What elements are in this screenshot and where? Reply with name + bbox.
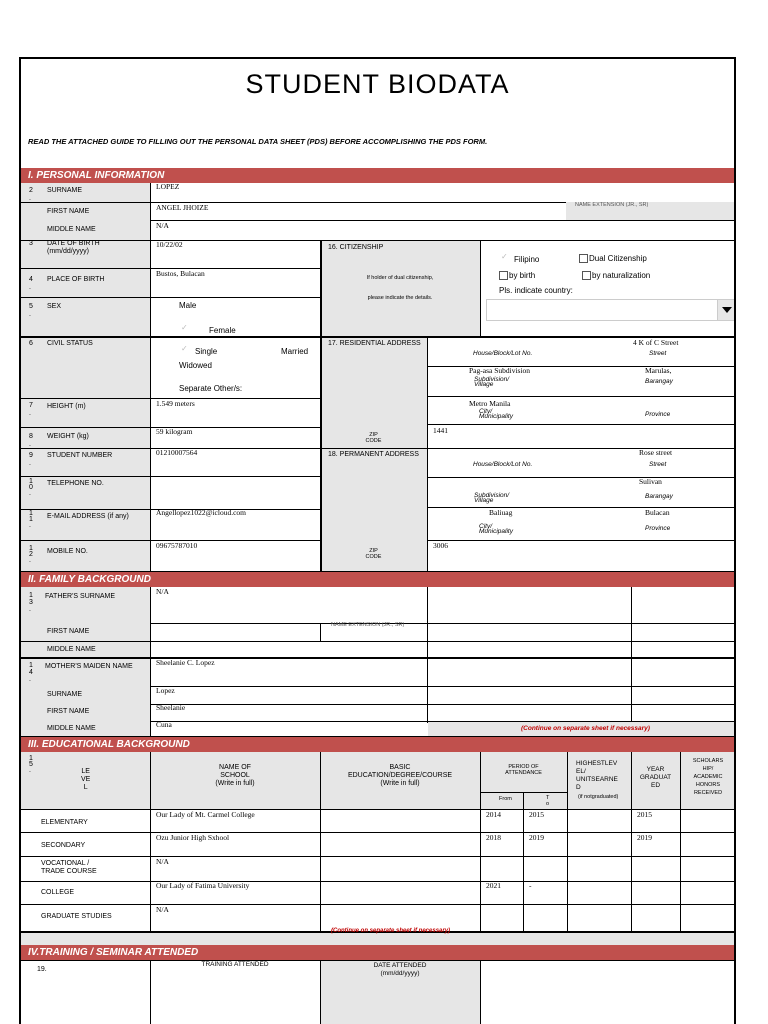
perm-city-value[interactable]: Bulacan — [645, 508, 670, 517]
section-personal-information: I. PERSONAL INFORMATION — [21, 168, 734, 183]
item-number: 8 . — [29, 433, 33, 448]
house-label: House/Block/Lot No. — [473, 461, 533, 468]
item-number: 3 — [29, 240, 33, 247]
email-value[interactable]: Angellopez1022@icloud.com — [156, 508, 247, 517]
mobile-value[interactable]: 09675787010 — [156, 541, 198, 550]
perm-zip-label: ZIP CODE — [365, 548, 382, 560]
edu-school-cell[interactable]: N/A — [156, 857, 169, 866]
edu-level-cell: SECONDARY — [41, 842, 86, 849]
citizenship-dual[interactable]: Dual Citizenship — [579, 254, 647, 263]
dob-label: DATE OF BIRTH (mm/dd/yyyy) — [47, 240, 100, 255]
father-first-name-label: FIRST NAME — [47, 628, 90, 635]
edu-school-cell[interactable]: Our Lady of Fatima University — [156, 881, 250, 890]
barangay-label: Barangay — [645, 493, 673, 500]
weight-label: WEIGHT (kg) — [47, 433, 89, 440]
checkbox-icon[interactable] — [582, 271, 591, 280]
edu-school-cell[interactable]: Our Lady of Mt. Carmel College — [156, 810, 255, 819]
permanent-address-label: 18. PERMANENT ADDRESS — [328, 451, 419, 458]
telephone-label: TELEPHONE NO. — [47, 480, 104, 487]
sex-label: SEX — [47, 303, 62, 310]
checkmark-icon: ✓ — [181, 323, 188, 332]
perm-barangay-value[interactable]: Sulivan — [639, 477, 662, 486]
item-number: 19. — [37, 966, 47, 973]
citizenship-filipino[interactable]: Filipino — [514, 255, 540, 264]
student-number-label: STUDENT NUMBER — [47, 452, 113, 459]
sex-option-male[interactable]: Male — [179, 301, 197, 310]
item-number: 2 . — [29, 187, 33, 202]
civil-option-separate[interactable]: Separate Other/s: — [179, 384, 243, 393]
mother-surname-label: SURNAME — [47, 691, 83, 698]
item-number: 5 . — [29, 303, 33, 318]
civil-option-married[interactable]: Married — [281, 347, 309, 356]
mother-middle-name-label: MIDDLE NAME — [47, 725, 96, 732]
edu-from-cell[interactable]: 2021 — [486, 881, 501, 890]
checkbox-icon[interactable] — [579, 254, 588, 263]
perm-street-value[interactable]: Rose street — [639, 448, 673, 457]
barangay-label: Barangay — [645, 378, 673, 385]
edu-school-cell[interactable]: N/A — [156, 905, 169, 914]
item-number: 1 2 . — [29, 545, 33, 564]
section-educational-background: III. EDUCATIONAL BACKGROUND — [21, 737, 734, 752]
edu-period-header: PERIOD OF ATTENDANCE — [505, 764, 542, 776]
edu-level-header: LE VE L — [81, 768, 91, 791]
edu-if-not-grad: (if notgraduated) — [578, 794, 619, 800]
street-label: Street — [649, 350, 667, 357]
perm-zip-value[interactable]: 3006 — [433, 541, 448, 550]
item-number: 4 . — [29, 276, 33, 291]
edu-scholarship-header: SCHOLARS HIP/ ACADEMIC HONORS RECEIVED — [692, 758, 724, 796]
surname-label: SURNAME — [47, 187, 83, 194]
country-select[interactable] — [486, 299, 736, 321]
item-number: 7 . — [29, 402, 33, 417]
mother-first-value[interactable]: Sheelanie — [156, 703, 186, 712]
checkmark-icon: ✓ — [181, 344, 188, 353]
mobile-label: MOBILE NO. — [47, 548, 88, 555]
mothers-maiden-name-label: MOTHER'S MAIDEN NAME — [45, 663, 133, 670]
item-number: 1 4 . — [29, 662, 33, 683]
instruction-text: READ THE ATTACHED GUIDE TO FILLING OUT THE PERSONAL DATA SHEET (PDS) BEFORE ACCOMPLISHING THE PDS FORM. — [28, 137, 488, 146]
city-label: City/ Municipality — [479, 523, 513, 535]
perm-subdivision-value[interactable]: Baliuag — [489, 508, 513, 517]
student-number-value[interactable]: 01210007564 — [156, 448, 198, 457]
training-title-header: TRAINING ATTENDED — [201, 961, 269, 968]
fathers-surname-label: FATHER'S SURNAME — [45, 593, 116, 600]
item-number: 1 5 . — [29, 755, 33, 774]
citizenship-by-naturalization[interactable]: by naturalization — [582, 271, 650, 280]
email-label: E-MAIL ADDRESS (if any) — [47, 513, 129, 520]
edu-school-cell[interactable]: Ozu Junior High Sxhool — [156, 833, 230, 842]
dual-note-line-2: please indicate the details. — [367, 295, 433, 301]
dob-value[interactable]: 10/22/02 — [156, 240, 183, 249]
edu-to-cell[interactable]: - — [529, 881, 532, 890]
res-barangay-value[interactable]: Marulas, — [645, 366, 672, 375]
edu-level-cell: COLLEGE — [41, 889, 75, 896]
edu-year-graduated-header: YEAR GRADUAT ED — [639, 766, 672, 789]
continue-note-edu: (Continue on separate sheet if necessary) — [331, 928, 451, 934]
subdivision-label: Subdivision/ Village — [474, 376, 510, 388]
edu-course-header: BASIC EDUCATION/DEGREE/COURSE (Write in full) — [347, 764, 453, 787]
section-family-background: II. FAMILY BACKGROUND — [21, 572, 734, 587]
biodata-sheet — [19, 57, 736, 1024]
pob-value[interactable]: Bustos, Bulacan — [156, 269, 205, 278]
edu-level-cell: GRADUATE STUDIES — [41, 913, 112, 920]
item-number: 9 . — [29, 452, 33, 467]
mother-first-name-label: FIRST NAME — [47, 708, 90, 715]
weight-value[interactable]: 59 kilogram — [156, 427, 193, 436]
edu-to-cell[interactable]: 2015 — [529, 810, 544, 819]
sex-option-female[interactable]: Female — [209, 326, 236, 335]
first-name-value[interactable]: ANGEL JHOIZE — [156, 203, 209, 212]
mother-middle-value[interactable]: Cuna — [156, 720, 172, 729]
res-zip-value[interactable]: 1441 — [433, 426, 448, 435]
middle-name-value[interactable]: N/A — [156, 221, 169, 230]
height-label: HEIGHT (m) — [47, 403, 86, 410]
first-name-label: FIRST NAME — [47, 208, 90, 215]
edu-to-cell[interactable]: 2019 — [529, 833, 544, 842]
civil-status-label: CIVIL STATUS — [47, 340, 93, 347]
edu-school-header: NAME OF SCHOOL (Write in full) — [215, 764, 255, 787]
citizenship-by-birth[interactable]: by birth — [499, 271, 535, 280]
mother-maiden-value[interactable]: Sheelanie C. Lopez — [156, 658, 215, 667]
city-label: City/ Municipality — [479, 408, 513, 420]
house-label: House/Block/Lot No. — [473, 350, 533, 357]
edu-highest-header: HIGHESTLEV EL/ UNITSEARNE D — [576, 760, 618, 791]
edu-year-cell[interactable]: 2015 — [637, 810, 652, 819]
street-label: Street — [649, 461, 667, 468]
item-number: 1 3 . — [29, 592, 33, 613]
checkmark-icon: ✓ — [501, 252, 508, 261]
res-zip-label: ZIP CODE — [365, 432, 382, 444]
residential-address-label: 17. RESIDENTIAL ADDRESS — [328, 340, 421, 347]
dropdown-arrow-icon[interactable] — [717, 300, 735, 320]
dual-note-line-1: If holder of dual citizenship, — [366, 275, 434, 281]
civil-option-single[interactable]: Single — [195, 347, 218, 356]
mother-surname-value[interactable]: Lopez — [156, 686, 175, 695]
edu-from-header: From — [499, 796, 512, 802]
father-surname-value[interactable]: N/A — [156, 587, 169, 596]
section-training-seminar: IV.TRAINING / SEMINAR ATTENDED — [21, 945, 734, 960]
res-city-value[interactable]: Metro Manila — [469, 399, 511, 408]
continue-note: (Continue on separate sheet if necessary) — [521, 725, 650, 732]
father-middle-name-label: MIDDLE NAME — [47, 646, 96, 653]
edu-from-cell[interactable]: 2014 — [486, 810, 501, 819]
edu-level-cell: ELEMENTARY — [41, 819, 88, 826]
training-date-header: DATE ATTENDED (mm/dd/yyyy) — [373, 962, 427, 977]
citizenship-label: 16. CITIZENSHIP — [328, 244, 384, 251]
item-number: 1 0 . — [29, 478, 33, 497]
item-number: 1 1 . — [29, 510, 33, 529]
middle-name-label: MIDDLE NAME — [47, 226, 96, 233]
name-extension-label: NAME EXTENSION (JR., SR) — [575, 202, 649, 208]
page-title: STUDENT BIODATA — [245, 69, 510, 99]
edu-year-cell[interactable]: 2019 — [637, 833, 652, 842]
province-label: Province — [645, 525, 671, 532]
res-house-value[interactable]: 4 K of C Street — [633, 338, 679, 347]
edu-from-cell[interactable]: 2018 — [486, 833, 501, 842]
subdivision-label: Subdivision/ Village — [474, 492, 510, 504]
indicate-country-label: Pls. indicate country: — [499, 286, 573, 295]
item-number: 6 — [29, 340, 33, 347]
surname-value[interactable]: LOPEZ — [156, 182, 180, 191]
edu-to-header: T o — [546, 795, 550, 807]
checkbox-icon[interactable] — [499, 271, 508, 280]
height-value[interactable]: 1.549 meters — [156, 399, 195, 408]
civil-option-widowed[interactable]: Widowed — [179, 361, 212, 370]
father-name-extension-label: NAME EXTENSION (JR., SR) — [331, 622, 405, 628]
pob-label: PLACE OF BIRTH — [47, 276, 105, 283]
res-subdivision-value[interactable]: Pag-asa Subdivision — [469, 366, 531, 375]
province-label: Province — [645, 411, 671, 418]
edu-level-cell: VOCATIONAL / TRADE COURSE — [41, 860, 97, 875]
